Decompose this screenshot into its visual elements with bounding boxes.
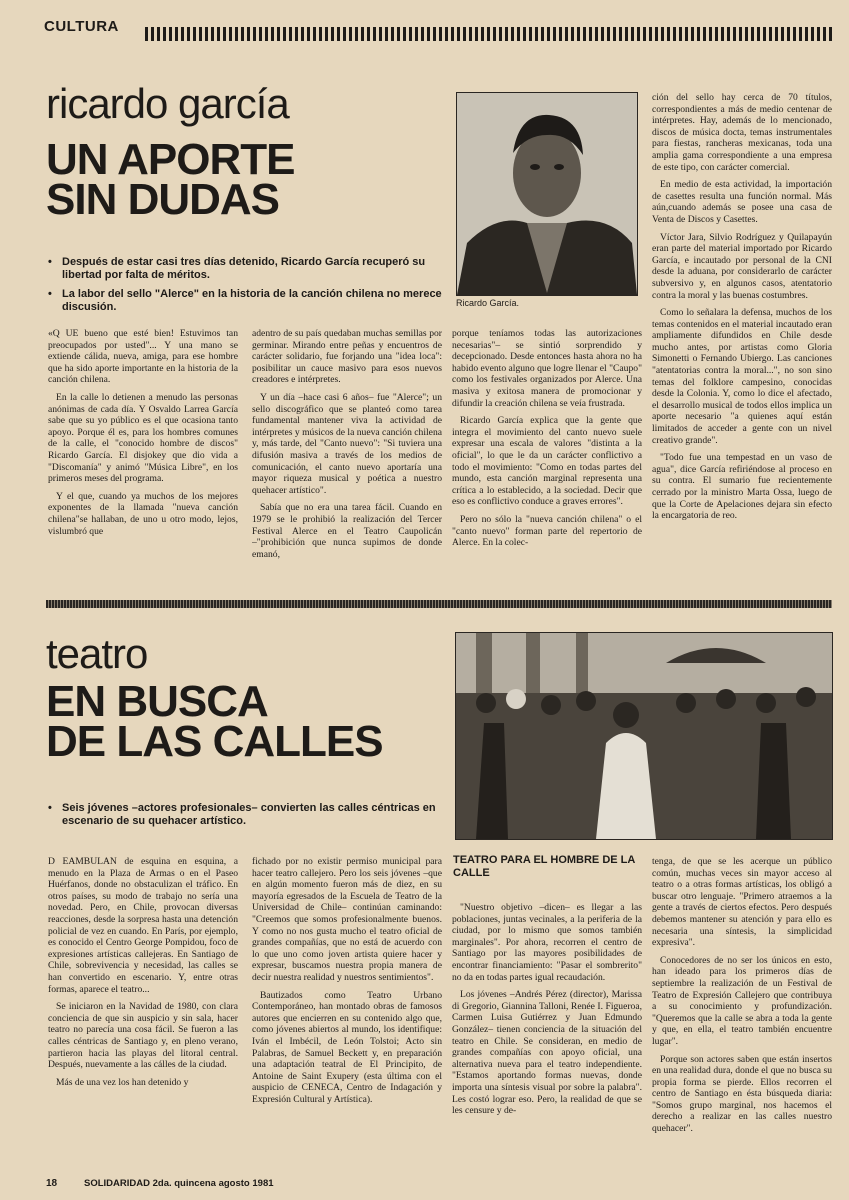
article1-kicker: ricardo garcía xyxy=(46,80,289,127)
article1-col2-p1: adentro de su país quedaban muchas semillas por germinar. Mirando entre peñas y encuentros de carácter solidario, fue forjando una "idea loca": posibilitar un cauce masivo para esos nuevos creadores e intérpretes. xyxy=(252,328,442,386)
article1-col1-p1: «Q UE bueno que esté bien! Estuvimos tan preocupados por usted"... Y una mano se extiende cálida, nueva, amiga, para ese hombre que ha sido aporte importante en la historia de la canción chilena. xyxy=(48,328,238,386)
article1-col4-p5: "Todo fue una tempestad en un vaso de agua", dice García refiriéndose al proceso en su contra. El sumario fue recientemente cerrado por la ministro Marta Ossa, luego de que la Corte de Apelaciones dejara sin efecto la encargatoria de reo. xyxy=(652,452,832,522)
article2-bullets xyxy=(48,802,443,834)
article1-column-1 xyxy=(48,328,238,593)
article2-headline-line2: DE LAS CALLES xyxy=(46,717,383,766)
article1-column-4 xyxy=(652,92,832,592)
portrait-illustration xyxy=(457,93,637,295)
article1-column-3 xyxy=(452,328,642,593)
section-label: CULTURA xyxy=(44,18,119,35)
article2-col1-p3: Más de una vez los han detenido y xyxy=(56,1076,189,1088)
article1-bullets xyxy=(48,256,443,320)
article2-col2-p1: fichado por no existir permiso municipal para hacer teatro callejero. Pero los seis jóvenes –que en algún momento fueron más de diez, en su mayoría egresados de la Escuela de Teatro de la Universidad de Chile– continúan caminando: "Creemos que somos profesionalmente buenos. Y como no nos gusta mucho el teatro oficial de grandes compañías, que no está de acuerdo con lo que uno como joven artista quiere hacer y expresar, buscamos nuestra propia manera de decir nuestra realidad y nuestros sentimientos". xyxy=(252,856,442,983)
article2-col4-p1: tenga, de que se les acerque un público común, muchas veces sin mayor acceso al teatro o a otras formas artísticas, los obligó a buscar otro lenguaje. "Primero atraemos a la gente a través de ciertos efectos. Pero después debemos mantener su atención y para ello es necesaria una síntesis, la simplicidad expresiva". xyxy=(652,856,832,949)
article2-col1-p2: Se iniciaron en la Navidad de 1980, con clara conciencia de que sin auspicio y sin sala, hacer teatro no parecía una cosa fácil. Se fueron a las calles céntricas de Santiago y, en pleno verano, partieron hacia las playas del litoral central. Después, nuevamente a las cálles de la ciudad. xyxy=(48,1001,238,1071)
article1-col4-p3: Víctor Jara, Silvio Rodríguez y Quilapayún eran parte del material importado por Ricardo García, e incautado por personal de la CNI desde la aduana, por considerarlo de carácter subversivo y, en algunos casos, atentatorio contra la moral y las buenas costumbres. xyxy=(652,231,832,301)
ricardo-garcia-photo xyxy=(456,92,638,296)
article1-col4-p2: En medio de esta actividad, la importación de casettes resulta una función normal. Más aún,cuando además se posee una casa de Venta de Discos y Casettes. xyxy=(652,179,832,225)
article1-col4-p1: ción del sello hay cerca de 70 títulos, correspondientes a más de medio centenar de intérpretes. Hay, además de lo mencionado, discos de música docta, temas instrumentales para fiestas, rancheras mexicanas, toda una amplia gama correspondiente a una empresa de este tipo, con carácter comercial. xyxy=(652,92,832,173)
article2-col3-p2: Los jóvenes –Andrés Pérez (director), Marissa di Gregorio, Giannina Talloni, Renée I. Figueroa, Carmen Luisa Gutiérrez y Juan Edmundo González– tienen conciencia de la situación del teatro en Chile. Se consideran, en medio de grandes compañías con apoyo oficial, una alternativa nueva para el teatro independiente. "Estamos aportando formas nuevas, donde importa una síntesis visual por sobre la palabra". Les costó lograr eso. Pero, la realidad de que se les censure y de- xyxy=(452,989,642,1117)
article1-col2-p3: Sabía que no era una tarea fácil. Cuando en 1979 se le prohibió la realización del Tercer Festival Alerce en el Teatro Caupolicán –"prohibición que nunca supimos de donde emanó, xyxy=(252,502,442,560)
article1-col3-p2: Ricardo García explica que la gente que integra el movimiento del canto nuevo suele expresar una escala de valores "distinta a la oficial", lo que le da un carácter conflictivo a todo el movimiento: "Como en todas partes del mundo, esta canción marginal representa una crítica a lo establecido, a la sociedad. Decir que eso es conflictivo conduce a graves errores". xyxy=(452,415,642,508)
page-number: 18 xyxy=(46,1178,58,1189)
article1-bullet-1: • Después de estar casi tres días detenido, Ricardo García recuperó su libertad por falta de méritos. xyxy=(48,256,443,282)
section-divider xyxy=(46,600,832,608)
article1-bullet-2: • La labor del sello "Alerce" en la historia de la canción chilena no merece discusión. xyxy=(48,288,443,314)
article1-col1-p3: Y el que, cuando ya muchos de los mejores exponentes de la llamada "nueva canción chilena"se hallaban, de uno u otro modo, lejos, vislumbró que xyxy=(48,490,238,537)
article1-col4-p4: Como lo señalara la defensa, muchos de los temas contenidos en el material incautado eran ampliamente difundidos en Chile desde mucho antes, por artistas como Gloria Simonetti o Fernando Ubiergo. Las canciones "atentatorias contra la moral...", no son sino temas del folklore campesino, conocidas desde la Colonia. Y, como lo dice el afectado, el desarrollo musical de todos ellos implica un aporte necesario "a quienes aquí están limitados de acceder a gente con un nivel creativo grande". xyxy=(652,307,832,446)
article1-col2-p2: Y un día –hace casi 6 años– fue "Alerce"; un sello discográfico que se planteó como tarea fundamental mantener viva la actividad de intérpretes y músicos de la nueva canción chilena y, más tarde, del "Canto nuevo": "Si tuviera una difusión masiva a través de los medios de comunicación, el canto nuevo aportaría una mayor riqueza musical y poética a nuestro quehacer artístico". xyxy=(252,391,442,496)
article2-col4-p3: Porque son actores saben que están insertos en una realidad dura, donde el que no busca su propia forma se pierde. Ellos recorren el centro de Santiago en ésta búsqueda diaria: "Somos grupo marginal, nos hacemos el derecho a realizar en las calles nuestro quehacer". xyxy=(652,1053,832,1135)
article2-column-2 xyxy=(252,856,442,1171)
article1-column-2 xyxy=(252,328,442,593)
article2-column-1 xyxy=(48,856,238,1171)
article1-col3-p1: porque teníamos todas las autorizaciones necesarias"– se sintió sorprendido y decepcionado. Desde entonces hasta ahora no ha habido evento alguno que logre llenar el "Caupo" como los festivales organizados por Alerce. Una masiva y exitosa manera de promocionar y difundir la creación chilena se veía frustrada. xyxy=(452,328,642,409)
section-rule xyxy=(145,27,835,41)
article2-subhead: TEATRO PARA EL HOMBRE DE LA CALLE xyxy=(453,854,635,879)
street-theatre-photo xyxy=(455,632,833,840)
article2-col2-p2: Bautizados como Teatro Urbano Contemporáneo, han montado obras de famosos autores que encierren en su contenido algo que, como jóvenes abiertos al mundo, los identifique: Iván el Imbécil, de León Tolstoi; Acto sin Palabras, de Samuel Beckett y, en preparación una adaptación teatral de El Principito, de Antoine de Saint Exupery (esta última con el auspicio de CENECA, Centro de Indagación y Expresión Cultural y Artística). xyxy=(252,989,442,1105)
article1-col1-p2: En la calle lo detienen a menudo las personas anónimas de cada día. Y Osvaldo Larrea García sabe que su yo público es el que ocasiona tanto apoyo. Porque él es, para los hombres comunes de la calle, el "conocido hombre de discos" Ricardo García. El disjokey que dio vida a "Discomanía" y animó "Música Libre", en los primeros meses del programa. xyxy=(48,391,238,485)
photo-caption: Ricardo García. xyxy=(456,298,520,308)
article2-kicker: teatro xyxy=(46,630,148,677)
article1-headline-line1: UN APORTE xyxy=(46,135,295,184)
article2-headline-line1: EN BUSCA xyxy=(46,677,268,726)
article1-headline-line2: SIN DUDAS xyxy=(46,175,280,224)
publication-info: SOLIDARIDAD 2da. quincena agosto 1981 xyxy=(84,1178,274,1189)
article2-column-3 xyxy=(452,902,642,1170)
article2-col4-p2: Conocedores de no ser los únicos en esto, han ideado para los primeros días de septiembre la realización de un Festival de Teatro de Expresión Callejero que contribuya a su conocimiento y profundización. "Queremos que la calle se abra a toda la gente y que, en ella, el teatro también encuentre lugar". xyxy=(652,954,832,1047)
article2-col3-p1: "Nuestro objetivo –dicen– es llegar a las poblaciones, juntas vecinales, a la periferia de la ciudad, por lo mismo que somos también marginales". Por ahora, recorren el centro de Santiago por las mayores posibilidades de encontrar financiamiento: "Pasar el sombrerito" no da en todas partes igual recaudación. xyxy=(452,902,642,983)
street-crowd-illustration xyxy=(456,633,832,839)
article2-col1-p1: D EAMBULAN de esquina en esquina, a menudo en la Plaza de Armas o en el Paseo Huérfanos, donde no obstaculizan el tráfico. En otros países, su modo de trabajo no sería una novedad. Pero, en Chile, provocan diversas reacciones, desde la sorpresa hasta una detención policial de vez en cuando. En París, por ejemplo, es conocido el Centro George Pompidou, foco de expresiones artísticas callejeras. En Santiago de Chile, sobrevivencia y necesidad, las calles se han convertido en escenario. Y, entre otras formas, aparece el teatro... xyxy=(48,856,238,995)
article1-col3-p3: Pero no sólo la "nueva canción chilena" o el "canto nuevo" forman parte del repertorio de Alerce. En la colec- xyxy=(452,513,642,549)
article2-column-4 xyxy=(652,856,832,1171)
article2-bullet: • Seis jóvenes –actores profesionales– convierten las calles céntricas en escenario de su quehacer artístico. xyxy=(48,802,443,828)
